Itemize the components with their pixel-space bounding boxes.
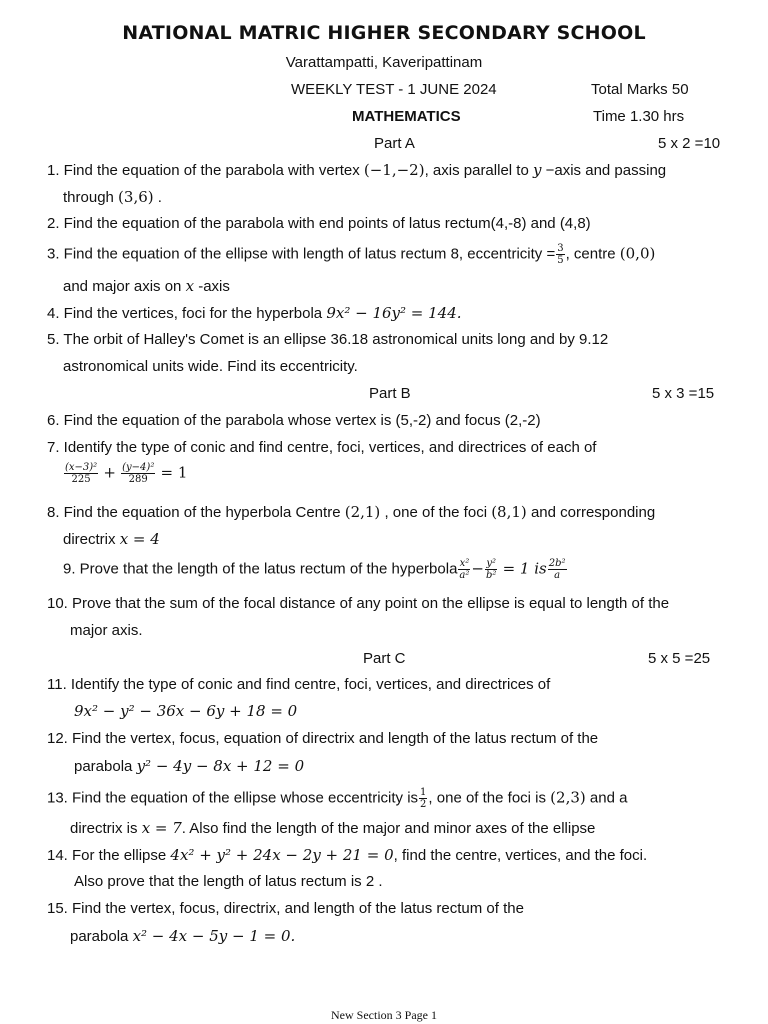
question-3-cont <box>63 277 230 295</box>
question-7-equation <box>63 462 187 485</box>
q3-denominator: 5 <box>557 255 564 266</box>
question-1 <box>47 161 666 179</box>
question-1-cont <box>63 188 162 206</box>
q9-fraction-3 <box>548 558 567 581</box>
q7-f2-den: 289 <box>128 474 148 485</box>
q3-numerator: 3 <box>557 243 564 254</box>
part-c-label: Part C <box>363 650 406 667</box>
q9-minus: − <box>471 559 484 578</box>
q7-fraction-1 <box>64 462 98 485</box>
q9-f3-den: a <box>554 570 561 581</box>
q9-fraction-1 <box>458 558 470 581</box>
q3-centre: (0,0) <box>619 244 656 263</box>
q3-text: 3. Find the equation of the ellipse with length of latus rectum 8, eccentricity = <box>47 245 556 263</box>
q7-f1-den: 225 <box>71 474 91 485</box>
question-5-cont: astronomical units wide. Find its eccentricity. <box>63 358 358 375</box>
question-6: 6. Find the equation of the parabola whose vertex is (5,-2) and focus (2,-2) <box>47 412 541 429</box>
part-a-label: Part A <box>374 135 415 152</box>
q13-text-2: , one of the foci is <box>428 789 546 807</box>
q4-text: 4. Find the vertices, foci for the hyperbola <box>47 305 323 322</box>
question-3 <box>47 243 655 266</box>
q9-text: 9. Prove that the length of the latus rectum of the hyperbola <box>63 560 458 578</box>
q13-text-5: . Also find the length of the major and minor axes of the ellipse <box>181 820 596 837</box>
q13-fraction <box>419 787 427 810</box>
q8-text-4: directrix <box>63 531 116 548</box>
question-13 <box>47 787 627 810</box>
q7-f2-num: (y−4)² <box>122 462 155 473</box>
q7-equals: = 1 <box>160 463 188 482</box>
q1-axis: y <box>532 161 542 179</box>
question-10: 10. Prove that the sum of the focal distance of any point on the ellipse is equal to length of the <box>47 595 670 612</box>
q7-plus: + <box>103 463 116 482</box>
question-9 <box>63 558 568 581</box>
q8-focus: (8,1) <box>491 503 527 521</box>
q3-axis: x <box>185 277 195 295</box>
q9-f2-num: y² <box>486 558 497 569</box>
q1-text-3: −axis and passing <box>545 162 667 179</box>
q4-equation: 9x² − 16y² = 144. <box>326 304 462 322</box>
q9-f1-den: a² <box>459 570 470 581</box>
page-footer: New Section 3 Page 1 <box>331 1008 437 1022</box>
subject: MATHEMATICS <box>352 108 461 125</box>
q13-directrix: x = 7 <box>141 819 182 837</box>
question-12: 12. Find the vertex, focus, equation of directrix and length of the latus rectum of the <box>47 730 599 747</box>
q3-text-2: , centre <box>565 245 616 263</box>
q3-fraction <box>556 243 564 266</box>
question-8-cont <box>63 530 160 548</box>
school-place: Varattampatti, Kaveripattinam <box>285 54 483 71</box>
q9-f3-num: 2b² <box>548 558 566 569</box>
part-b-marks: 5 x 3 =15 <box>652 385 715 402</box>
q3-text-3: and major axis on <box>63 278 182 295</box>
q14-text-2: , find the centre, vertices, and the foci. <box>393 847 648 864</box>
q13-text: 13. Find the equation of the ellipse whose eccentricity is <box>47 789 419 807</box>
q9-fraction-2 <box>485 558 497 581</box>
question-11-equation: 9x² − y² − 36x − 6y + 18 = 0 <box>74 702 298 720</box>
question-14 <box>47 846 647 864</box>
q1-vertex: (−1,−2) <box>363 161 425 179</box>
q13-numerator: 1 <box>420 787 427 798</box>
question-5: 5. The orbit of Halley's Comet is an ellipse 36.18 astronomical units long and by 9.12 <box>47 331 609 348</box>
q8-text: 8. Find the equation of the hyperbola Centre <box>47 504 341 521</box>
q15-text: parabola <box>70 928 129 945</box>
question-15: 15. Find the vertex, focus, directrix, and length of the latus rectum of the <box>47 900 524 917</box>
q14-text: 14. For the ellipse <box>47 847 167 864</box>
question-4 <box>47 304 462 322</box>
q9-equals: = 1 is <box>502 559 547 578</box>
question-8 <box>47 503 655 521</box>
q9-f1-num: x² <box>459 558 470 569</box>
q7-fraction-2 <box>121 462 155 485</box>
school-name: NATIONAL MATRIC HIGHER SECONDARY SCHOOL <box>122 22 646 44</box>
time-allowed: Time 1.30 hrs <box>593 108 685 125</box>
q13-focus: (2,3) <box>550 788 586 807</box>
part-c-marks: 5 x 5 =25 <box>648 650 711 667</box>
question-13-cont <box>70 819 595 837</box>
question-10-cont: major axis. <box>70 622 143 639</box>
part-b-label: Part B <box>369 385 411 402</box>
part-a-marks: 5 x 2 =10 <box>658 135 721 152</box>
q8-centre: (2,1) <box>344 503 381 521</box>
question-2: 2. Find the equation of the parabola with end points of latus rectum(4,-8) and (4,8) <box>47 215 591 232</box>
q8-directrix: x = 4 <box>119 530 160 548</box>
q8-text-2: , one of the foci <box>384 504 488 521</box>
q1-point: (3,6) <box>118 188 154 206</box>
test-title: WEEKLY TEST - 1 JUNE 2024 <box>291 81 497 98</box>
q8-text-3: and corresponding <box>530 504 656 521</box>
q1-text-5: . <box>157 189 162 206</box>
q3-text-4: -axis <box>198 278 230 295</box>
question-15-cont <box>70 927 295 945</box>
question-14-cont: Also prove that the length of latus rectum is 2 . <box>74 873 383 890</box>
q13-text-4: directrix is <box>70 820 138 837</box>
q13-text-3: and a <box>589 789 628 807</box>
q9-f2-den: b² <box>485 570 497 581</box>
total-marks: Total Marks 50 <box>591 81 689 98</box>
question-11: 11. Identify the type of conic and find centre, foci, vertices, and directrices of <box>47 676 551 693</box>
q13-denominator: 2 <box>420 799 427 810</box>
question-7: 7. Identify the type of conic and find centre, foci, vertices, and directrices of each of <box>47 439 597 456</box>
question-12-cont <box>74 757 304 775</box>
q1-text-2: , axis parallel to <box>424 162 529 179</box>
q1-text: 1. Find the equation of the parabola with vertex <box>47 162 360 179</box>
q15-equation: x² − 4x − 5y − 1 = 0. <box>132 927 296 945</box>
q12-text: parabola <box>74 758 133 775</box>
q7-f1-num: (x−3)² <box>65 462 98 473</box>
q14-equation: 4x² + y² + 24x − 2y + 21 = 0 <box>170 846 394 864</box>
q12-equation: y² − 4y − 8x + 12 = 0 <box>136 757 305 775</box>
q1-text-4: through <box>63 189 114 206</box>
